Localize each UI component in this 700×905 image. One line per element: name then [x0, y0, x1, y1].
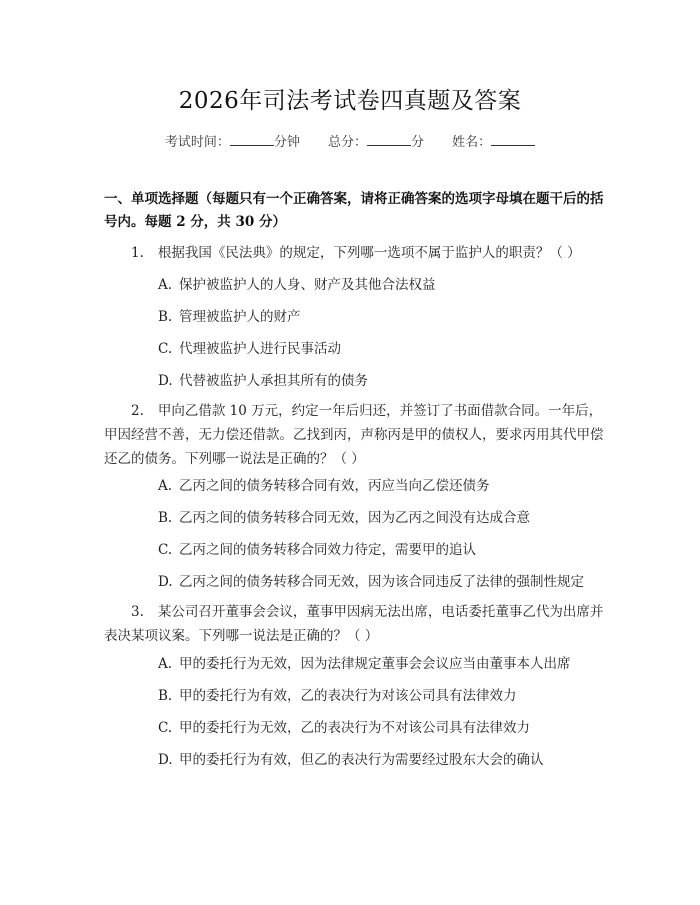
option-text: 代替被监护人承担其所有的债务: [179, 373, 368, 389]
option-label: D.: [158, 574, 173, 590]
score-unit: 分: [411, 135, 425, 150]
option-text: 甲的委托行为无效，因为法律规定董事会会议应当由董事本人出席: [179, 656, 571, 672]
option-label: D.: [158, 752, 173, 768]
option-text: 管理被监护人的财产: [179, 309, 301, 325]
option-text: 甲的委托行为有效，乙的表决行为对该公司具有法律效力: [179, 688, 517, 704]
option-2a: [158, 474, 608, 498]
exam-meta: [0, 131, 700, 150]
option-label: A.: [158, 656, 173, 672]
option-label: B.: [158, 309, 173, 325]
option-label: C.: [158, 542, 173, 558]
option-text: 乙丙之间的债务转移合同无效，因为该合同违反了法律的强制性规定: [179, 574, 584, 590]
option-label: B.: [158, 510, 173, 526]
question-number: 3.: [131, 604, 144, 620]
option-label: D.: [158, 373, 173, 389]
score-field: [328, 131, 424, 150]
name-blank: [491, 133, 535, 146]
time-unit: 分钟: [273, 135, 300, 150]
option-2b: [158, 506, 608, 530]
option-1a: [158, 273, 608, 297]
name-field: [452, 131, 535, 150]
option-3b: [158, 684, 608, 708]
score-blank: [367, 133, 411, 146]
option-label: C.: [158, 341, 173, 357]
option-text: 乙丙之间的债务转移合同有效，丙应当向乙偿还债务: [179, 478, 490, 494]
option-text: 乙丙之间的债务转移合同无效，因为乙丙之间没有达成合意: [179, 510, 530, 526]
option-label: A.: [158, 277, 173, 293]
name-label: 姓名：: [452, 135, 492, 150]
page-title: 2026年司法考试卷四真题及答案: [178, 88, 522, 114]
option-text: 代理被监护人进行民事活动: [179, 341, 341, 357]
option-2c: [158, 538, 608, 562]
option-1b: [158, 305, 608, 329]
question-1: [104, 241, 604, 265]
option-text: 甲的委托行为无效，乙的表决行为不对该公司具有法律效力: [179, 720, 530, 736]
option-3d: [158, 748, 608, 772]
option-2d: [158, 570, 608, 594]
question-3: [104, 600, 604, 648]
score-label: 总分：: [327, 135, 367, 150]
question-text: 根据我国《民法典》的规定，下列哪一选项不属于监护人的职责？（ ）: [157, 245, 581, 261]
question-2: [104, 399, 604, 471]
question-number: 1.: [131, 245, 144, 261]
question-text: 某公司召开董事会会议，董事甲因病无法出席，电话委托董事乙代为出席并表决某项议案。下列哪一说法是正确的？（ ）: [104, 604, 604, 644]
option-text: 甲的委托行为有效，但乙的表决行为需要经过股东大会的确认: [179, 752, 544, 768]
option-1d: [158, 369, 608, 393]
question-number: 2.: [131, 403, 144, 419]
option-3c: [158, 716, 608, 740]
option-label: A.: [158, 478, 173, 494]
option-text: 保护被监护人的人身、财产及其他合法权益: [179, 277, 436, 293]
option-label: C.: [158, 720, 173, 736]
option-1c: [158, 337, 608, 361]
time-label: 考试时间：: [164, 135, 230, 150]
option-3a: [158, 652, 608, 676]
option-label: B.: [158, 688, 173, 704]
time-blank: [230, 133, 274, 146]
section-heading: 一、单项选择题（每题只有一个正确答案，请将正确答案的选项字母填在题干后的括号内。每题 2 分，共 30 分）: [104, 191, 604, 230]
question-text: 甲向乙借款 10 万元，约定一年后归还，并签订了书面借款合同。一年后，甲因经营不善，无力偿还借款。乙找到丙，声称丙是甲的债权人，要求丙用其代甲偿还乙的债务。下列哪一说法是正确的？（ ）: [104, 403, 604, 467]
option-text: 乙丙之间的债务转移合同效力待定，需要甲的追认: [179, 542, 476, 558]
time-field: [165, 131, 300, 150]
